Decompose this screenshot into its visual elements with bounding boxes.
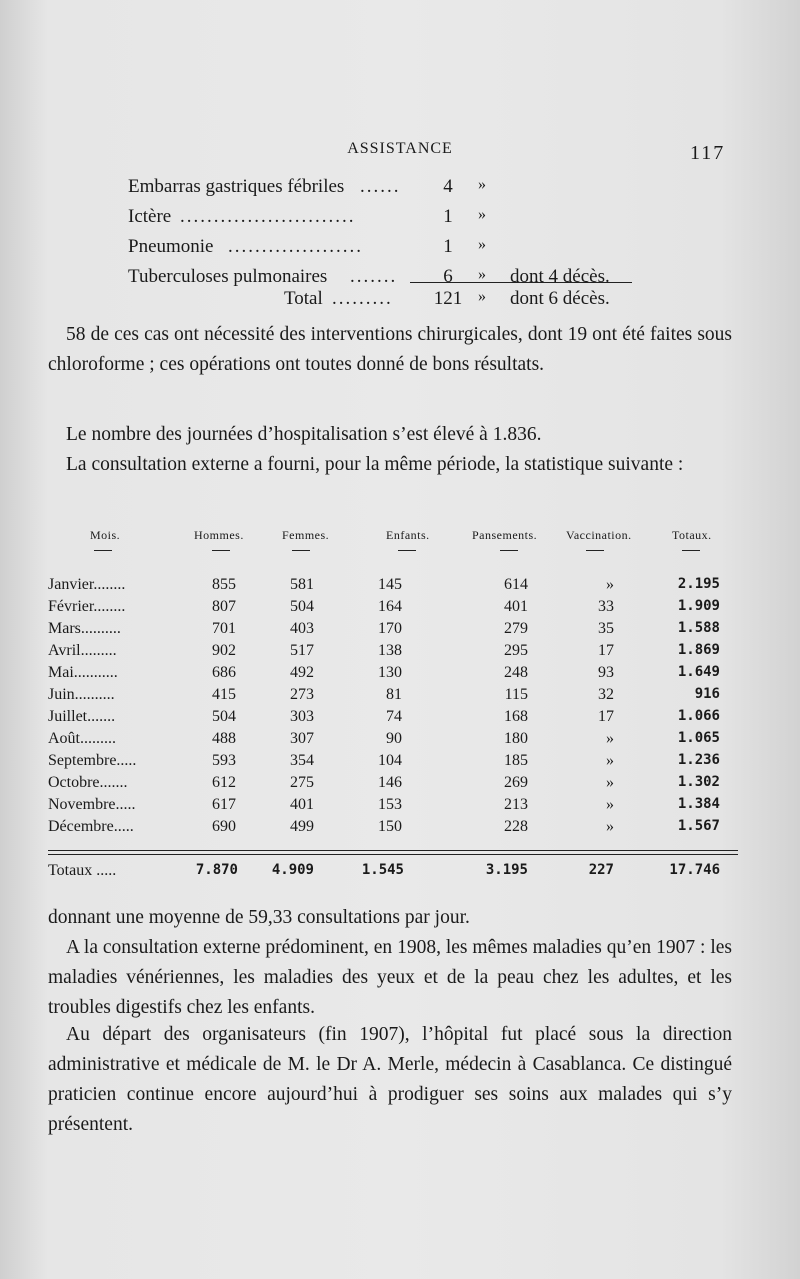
month-cell: Mai........... bbox=[48, 664, 118, 681]
header-dash bbox=[500, 550, 518, 551]
enfants-total: 1.545 bbox=[361, 862, 404, 878]
hommes-cell: 701 bbox=[212, 620, 236, 637]
ditto-mark: » bbox=[478, 176, 486, 193]
enfants-cell: 145 bbox=[378, 576, 402, 593]
summary-row bbox=[128, 176, 648, 206]
femmes-cell: 275 bbox=[290, 774, 314, 791]
enfants-cell: 146 bbox=[378, 774, 402, 791]
table-row bbox=[48, 576, 738, 598]
enfants-cell: 90 bbox=[386, 730, 402, 747]
summary-row bbox=[128, 236, 648, 266]
summary-count: 1 bbox=[443, 236, 453, 257]
summary-label: Embarras gastriques fébriles bbox=[128, 176, 345, 197]
hommes-total: 7.870 bbox=[195, 862, 238, 878]
summary-count: 6 bbox=[443, 266, 453, 287]
femmes-cell: 499 bbox=[290, 818, 314, 835]
totals-label: Totaux ..... bbox=[48, 862, 117, 879]
vaccination-total: 227 bbox=[588, 862, 614, 878]
summary-row bbox=[128, 206, 648, 236]
month-cell: Décembre..... bbox=[48, 818, 134, 835]
pansements-cell: 180 bbox=[504, 730, 528, 747]
hommes-cell: 686 bbox=[212, 664, 236, 681]
vaccination-cell: 33 bbox=[598, 598, 614, 615]
femmes-cell: 307 bbox=[290, 730, 314, 747]
totaux-cell: 1.909 bbox=[677, 598, 720, 614]
summary-count: 4 bbox=[443, 176, 453, 197]
totaux-cell: 1.066 bbox=[677, 708, 720, 724]
totaux-cell: 916 bbox=[694, 686, 720, 702]
total-count: 121 bbox=[433, 288, 463, 309]
leader-dots: ......... bbox=[332, 288, 393, 309]
enfants-cell: 104 bbox=[378, 752, 402, 769]
paragraph-surgery: 58 de ces cas ont nécessité des interventions chirurgicales, dont 19 ont été faites sous chloroforme ; ces opérations ont toutes donné de bons résultats. bbox=[48, 324, 732, 375]
enfants-cell: 74 bbox=[386, 708, 402, 725]
paragraph-average: donnant une moyenne de 59,33 consultations par jour. bbox=[48, 907, 470, 928]
paragraph-consultation-intro: La consultation externe a fourni, pour la même période, la statistique suivante : bbox=[66, 454, 684, 475]
totals-row bbox=[48, 862, 738, 884]
table-row bbox=[48, 730, 738, 752]
enfants-cell: 130 bbox=[378, 664, 402, 681]
totaux-cell: 1.236 bbox=[677, 752, 720, 768]
enfants-cell: 153 bbox=[378, 796, 402, 813]
femmes-cell: 517 bbox=[290, 642, 314, 659]
pansements-cell: 295 bbox=[504, 642, 528, 659]
header-dash bbox=[682, 550, 700, 551]
pansements-cell: 614 bbox=[504, 576, 528, 593]
vaccination-cell: » bbox=[606, 796, 614, 813]
enfants-cell: 150 bbox=[378, 818, 402, 835]
vaccination-cell: » bbox=[606, 774, 614, 791]
running-header: ASSISTANCE bbox=[347, 140, 453, 157]
month-cell: Novembre..... bbox=[48, 796, 136, 813]
table-row bbox=[48, 620, 738, 642]
ditto-mark: » bbox=[478, 206, 486, 223]
totaux-cell: 1.302 bbox=[677, 774, 720, 790]
month-cell: Février........ bbox=[48, 598, 126, 615]
header-dash bbox=[94, 550, 112, 551]
femmes-cell: 401 bbox=[290, 796, 314, 813]
total-note: dont 6 décès. bbox=[510, 288, 610, 309]
vaccination-cell: 32 bbox=[598, 686, 614, 703]
pansements-cell: 185 bbox=[504, 752, 528, 769]
header-dash bbox=[586, 550, 604, 551]
case-summary bbox=[128, 176, 648, 309]
femmes-cell: 303 bbox=[290, 708, 314, 725]
vaccination-cell: » bbox=[606, 752, 614, 769]
femmes-cell: 354 bbox=[290, 752, 314, 769]
pansements-cell: 213 bbox=[504, 796, 528, 813]
table-row bbox=[48, 796, 738, 818]
header-dash bbox=[212, 550, 230, 551]
month-cell: Juin.......... bbox=[48, 686, 115, 703]
summary-label: Tuberculoses pulmonaires bbox=[128, 266, 328, 287]
enfants-cell: 138 bbox=[378, 642, 402, 659]
totaux-cell: 2.195 bbox=[677, 576, 720, 592]
pansements-cell: 401 bbox=[504, 598, 528, 615]
enfants-cell: 81 bbox=[386, 686, 402, 703]
column-header: Pansements. bbox=[472, 528, 538, 542]
ditto-mark: » bbox=[478, 266, 486, 283]
totals-rule bbox=[48, 854, 738, 855]
vaccination-cell: » bbox=[606, 730, 614, 747]
ditto-mark: » bbox=[478, 236, 486, 253]
hommes-cell: 415 bbox=[212, 686, 236, 703]
header-dash bbox=[398, 550, 416, 551]
total-label: Total bbox=[284, 288, 323, 309]
pansements-cell: 228 bbox=[504, 818, 528, 835]
totaux-cell: 1.649 bbox=[677, 664, 720, 680]
table-row bbox=[48, 664, 738, 686]
column-header: Hommes. bbox=[194, 528, 244, 542]
month-cell: Avril......... bbox=[48, 642, 117, 659]
vaccination-cell: 17 bbox=[598, 708, 614, 725]
vaccination-cell: » bbox=[606, 576, 614, 593]
femmes-cell: 403 bbox=[290, 620, 314, 637]
totaux-cell: 1.588 bbox=[677, 620, 720, 636]
pansements-cell: 269 bbox=[504, 774, 528, 791]
pansements-cell: 248 bbox=[504, 664, 528, 681]
table-row bbox=[48, 598, 738, 620]
leader-dots: ....... bbox=[350, 266, 398, 287]
totaux-cell: 1.567 bbox=[677, 818, 720, 834]
table-row bbox=[48, 774, 738, 796]
femmes-cell: 504 bbox=[290, 598, 314, 615]
totaux-cell: 1.384 bbox=[677, 796, 720, 812]
femmes-total: 4.909 bbox=[271, 862, 314, 878]
vaccination-cell: » bbox=[606, 818, 614, 835]
column-header: Mois. bbox=[90, 528, 121, 542]
femmes-cell: 581 bbox=[290, 576, 314, 593]
column-header: Totaux. bbox=[672, 528, 712, 542]
summary-count: 1 bbox=[443, 206, 453, 227]
vaccination-cell: 17 bbox=[598, 642, 614, 659]
paragraph-hospitalisation: Le nombre des journées d’hospitalisation s’est élevé à 1.836. bbox=[66, 424, 542, 445]
hommes-cell: 593 bbox=[212, 752, 236, 769]
table-row bbox=[48, 642, 738, 664]
sum-rule bbox=[410, 282, 632, 283]
enfants-cell: 164 bbox=[378, 598, 402, 615]
vaccination-cell: 93 bbox=[598, 664, 614, 681]
totaux-total: 17.746 bbox=[669, 862, 720, 878]
hommes-cell: 807 bbox=[212, 598, 236, 615]
table-row bbox=[48, 818, 738, 840]
totaux-cell: 1.065 bbox=[677, 730, 720, 746]
hommes-cell: 902 bbox=[212, 642, 236, 659]
column-header: Enfants. bbox=[386, 528, 430, 542]
femmes-cell: 273 bbox=[290, 686, 314, 703]
table-row bbox=[48, 708, 738, 730]
pansements-total: 3.195 bbox=[485, 862, 528, 878]
summary-label: Ictère bbox=[128, 206, 172, 227]
pansements-cell: 279 bbox=[504, 620, 528, 637]
leader-dots: ...... bbox=[360, 176, 401, 197]
hommes-cell: 612 bbox=[212, 774, 236, 791]
header-dash bbox=[292, 550, 310, 551]
summary-total-row bbox=[128, 288, 648, 318]
month-cell: Juillet....... bbox=[48, 708, 116, 725]
hommes-cell: 855 bbox=[212, 576, 236, 593]
table-row bbox=[48, 686, 738, 708]
ditto-mark: » bbox=[478, 288, 486, 305]
month-cell: Janvier........ bbox=[48, 576, 126, 593]
page-number: 117 bbox=[690, 142, 726, 164]
month-cell: Août......... bbox=[48, 730, 116, 747]
enfants-cell: 170 bbox=[378, 620, 402, 637]
totals-rule bbox=[48, 850, 738, 851]
pansements-cell: 168 bbox=[504, 708, 528, 725]
summary-label: Pneumonie bbox=[128, 236, 214, 257]
column-header: Femmes. bbox=[282, 528, 330, 542]
totaux-cell: 1.869 bbox=[677, 642, 720, 658]
pansements-cell: 115 bbox=[504, 686, 528, 703]
month-cell: Mars.......... bbox=[48, 620, 121, 637]
femmes-cell: 492 bbox=[290, 664, 314, 681]
hommes-cell: 488 bbox=[212, 730, 236, 747]
hommes-cell: 617 bbox=[212, 796, 236, 813]
paragraph-direction: Au départ des organisateurs (fin 1907), l’hôpital fut placé sous la direction administrative et médicale de M. le Dr A. Merle, médecin à Casablanca. Ce distingué praticien continue encore aujourd’hui à prodiguer ses soins aux malades qui s’y présentent. bbox=[48, 1024, 732, 1135]
leader-dots: .......................... bbox=[180, 206, 356, 227]
leader-dots: .................... bbox=[228, 236, 363, 257]
month-cell: Octobre....... bbox=[48, 774, 128, 791]
hommes-cell: 504 bbox=[212, 708, 236, 725]
paragraph-diseases: A la consultation externe prédominent, en 1908, les mêmes maladies qu’en 1907 : les maladies vénériennes, les maladies des yeux et de la peau chez les adultes, et les troubles digestifs chez les enfants. bbox=[48, 937, 732, 1018]
column-header: Vaccination. bbox=[566, 528, 632, 542]
summary-note: dont 4 décès. bbox=[510, 266, 610, 287]
month-cell: Septembre..... bbox=[48, 752, 137, 769]
vaccination-cell: 35 bbox=[598, 620, 614, 637]
hommes-cell: 690 bbox=[212, 818, 236, 835]
table-row bbox=[48, 752, 738, 774]
